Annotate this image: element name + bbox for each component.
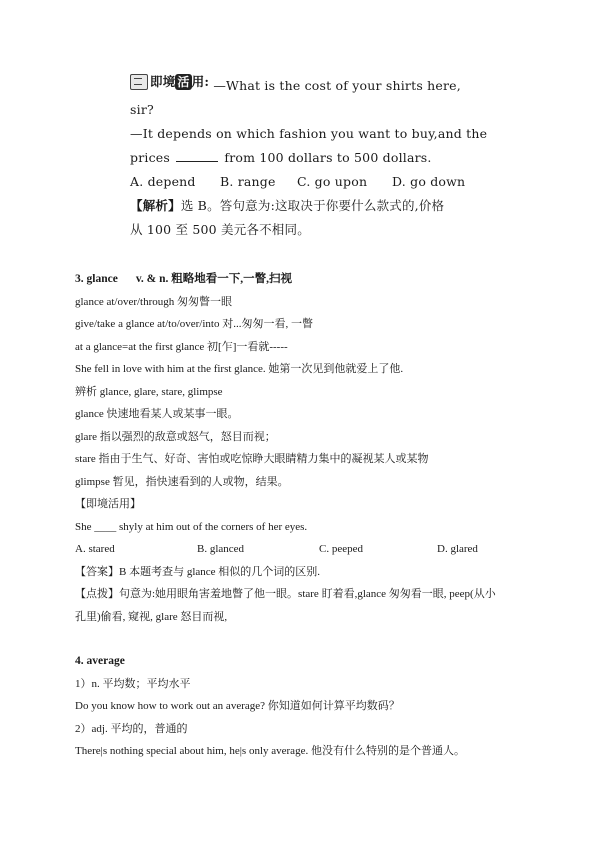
choice-c: C. peeped xyxy=(319,543,363,555)
section4-line: There|s nothing special about him, he|s only average. 他没有什么特别的是个普通人。 xyxy=(75,745,465,757)
section3-line: give/take a glance at/to/over/into 对...匆匆一看, 一瞥 xyxy=(75,318,313,330)
section4-line: Do you know how to work out an average? 你知道如何计算平均数码？ xyxy=(75,700,400,712)
header-colon: : xyxy=(204,74,210,89)
section3-line: stare 指由于生气、好奇、害怕或吃惊睁大眼睛精力集中的凝视某人或某物 xyxy=(75,453,429,465)
exercise-header xyxy=(130,70,209,94)
section4-title: 4. average xyxy=(75,655,125,667)
choices-row xyxy=(75,538,545,561)
options-row xyxy=(130,170,490,194)
section3-line: glance at/over/through 匆匆瞥一眼 xyxy=(75,295,233,308)
main-content xyxy=(75,268,545,763)
header-label-b: 活 xyxy=(177,75,190,89)
section3-line: at a glance=at the first glance 初[乍]一看就----- xyxy=(75,340,288,353)
choice-b: B. glanced xyxy=(197,543,245,555)
section4-line: 2）adj. 平均的，普通的 xyxy=(75,722,188,735)
choice-d: D. glared xyxy=(437,543,478,555)
section3-line: glimpse 暂见，指快速看到的人或物，结果。 xyxy=(75,475,289,488)
question-line-3: —It depends on which fashion you want to buy,and the xyxy=(130,126,488,141)
analysis-line-2: 从 100 至 500 美元各不相同。 xyxy=(130,222,310,237)
analysis-line-1 xyxy=(130,194,490,218)
tip-line-2: 孔里)偷看, 窥视, glare 怒目而视, xyxy=(75,610,228,623)
section3-line: 【即境活用】 xyxy=(75,498,141,510)
question-line-2: sir? xyxy=(130,102,154,117)
book-icon xyxy=(130,74,148,90)
option-a: A. depend xyxy=(130,174,196,189)
section4-line: 1）n. 平均数；平均水平 xyxy=(75,677,191,690)
choice-a: A. stared xyxy=(75,543,115,555)
section3-line: 辨析 glance, glare, stare, glimpse xyxy=(75,385,223,398)
analysis-text-1: 选 B。答句意为:这取决于你要什么款式的,价格 xyxy=(180,198,445,213)
section3-meaning: 粗略地看一下,一瞥,扫视 xyxy=(171,273,293,285)
option-b: B. range xyxy=(220,174,276,189)
answer-line: 【答案】B 本题考查与 glance 相似的几个词的区别. xyxy=(75,565,321,578)
answer-blank xyxy=(176,149,218,162)
tip-line-1: 【点拨】句意为:她用眼角害羞地瞥了他一眼。stare 盯着看,glance 匆匆看一眼, peep(从小 xyxy=(75,588,496,600)
section3-line: glare 指以强烈的敌意或怒气，怒目而视； xyxy=(75,430,276,443)
section3-pos: v. & n. xyxy=(135,273,169,285)
section3-line: She fell in love with him at the first glance. 她第一次见到他就爱上了他. xyxy=(75,363,404,375)
section3-line: glance 快速地看某人或某事一眼。 xyxy=(75,408,239,420)
question-line-4b: from 100 dollars to 500 dollars. xyxy=(224,150,432,165)
exercise-header-line xyxy=(130,70,490,98)
question-line-4a: prices xyxy=(130,150,170,165)
section3-title-line xyxy=(75,268,545,291)
section3-title: 3. glance xyxy=(75,273,118,285)
option-c: C. go upon xyxy=(297,174,368,189)
exercise-box xyxy=(130,70,490,242)
section3-line: She ____ shyly at him out of the corners of her eyes. xyxy=(75,520,308,533)
question-line-4 xyxy=(130,146,490,170)
option-d: D. go down xyxy=(392,174,466,189)
question-line-1: —What is the cost of your shirts here, xyxy=(213,78,461,93)
header-label-a: 即境 xyxy=(150,74,176,89)
header-label-c: 用 xyxy=(191,74,205,89)
analysis-label: 【解析】 xyxy=(130,198,181,213)
